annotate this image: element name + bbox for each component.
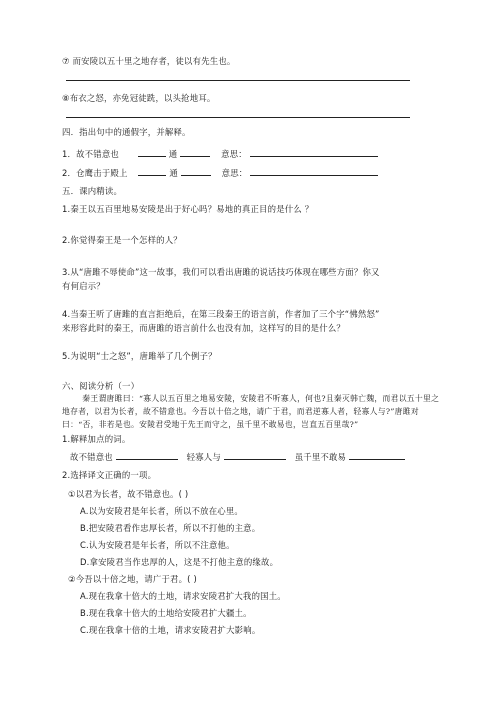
- word-3: 虽千里不敢易: [294, 452, 347, 462]
- choice-2-option-b[interactable]: B.现在我拿十倍大的土地给安陵君扩大疆土。: [80, 608, 252, 618]
- question-8-text: ⑧布衣之怒，亦免冠徒跣，以头抢地耳。: [62, 93, 216, 103]
- tongjia-item-1-sentence: 1．故不错意也: [62, 149, 119, 159]
- section-6-heading: 六、阅读分析（一）: [62, 381, 140, 391]
- tongjia-blank-2b[interactable]: [181, 166, 211, 176]
- meaning-label: 意思：: [221, 168, 248, 178]
- analysis-question-1: 1.解释加点的词。: [62, 434, 131, 444]
- choice-item-2: ②今吾以十倍之地，请广于君。( ): [68, 574, 197, 584]
- section-5-heading: 五．课内精读。: [62, 186, 123, 196]
- tongjia-item-2-sentence: 2．仓鹰击于殿上: [62, 168, 128, 178]
- reading-question-4-line-2: 来形容此时的秦王，而唐雎的语言前什么也没有加，这样写的目的是什么？: [62, 323, 345, 333]
- reading-question-2: 2.你觉得秦王是一个怎样的人？: [62, 235, 182, 245]
- analysis-question-2: 2.选择译文正确的一项。: [62, 470, 157, 480]
- choice-item-1: ①以君为长者，故不错意也。( ): [68, 489, 189, 499]
- reading-question-3-line-1: 3.从“唐雎不辱使命”这一故事，我们可以看出唐雎的说话技巧体现在哪些方面？你又: [62, 267, 380, 277]
- tongjia-item-1: [62, 147, 378, 160]
- choice-2-option-c[interactable]: C.现在我拿十倍的土地，请求安陵君扩大影响。: [80, 625, 261, 635]
- answer-line-7[interactable]: [66, 80, 410, 81]
- word-2: 轻寡人与: [186, 452, 221, 462]
- choice-1-option-c[interactable]: C.认为安陵君是年长者，所以不注意他。: [80, 540, 235, 550]
- word-3-blank[interactable]: [349, 450, 405, 460]
- tong-label: 通: [168, 149, 178, 159]
- tong-label: 通: [169, 168, 178, 178]
- choice-2-option-a[interactable]: A.现在我拿十倍大的土地，请求安陵君扩大我的国土。: [80, 591, 286, 601]
- answer-line-8[interactable]: [66, 117, 410, 118]
- reading-question-1: 1.秦王以五百里地易安陵是出于好心吗？易地的真正目的是什么 ？: [62, 204, 314, 214]
- section-4-heading: 四．指出句中的通假字，并解释。: [62, 127, 191, 137]
- reading-question-3-line-2: 有何启示？: [62, 281, 105, 291]
- tongjia-blank-2a[interactable]: [138, 166, 166, 176]
- question-7-text: ⑦ 而安陵以五十里之地存者，徒以有先生也。: [62, 56, 236, 66]
- choice-1-option-d[interactable]: D.拿安陵君当作忠厚的人，这是不打他主意的缘故。: [80, 557, 279, 567]
- tongjia-blank-1a[interactable]: [138, 147, 166, 157]
- meaning-blank-2[interactable]: [250, 166, 378, 176]
- choice-1-option-a[interactable]: A.以为安陵君是年长者，所以不放在心里。: [80, 506, 243, 516]
- reading-question-4-line-1: 4.当秦王听了唐雎的直言拒绝后，在第三段秦王的语言前，作者加了三个字“怫然怒”: [62, 309, 380, 319]
- choice-1-option-b[interactable]: B.把安陵君看作忠厚长者，所以不打他的主意。: [80, 523, 261, 533]
- tongjia-blank-1b[interactable]: [180, 147, 210, 157]
- classical-passage: 秦王谓唐雎曰：“寡人以五百里之地易安陵，安陵君不听寡人，何也?且秦灭韩亡魏，而君以五十里之地存者，以君为长者，故不错意也。今吾以十倍之地，请广于君，而君逆寡人者，轻寡人与?”唐雎对曰：“否，非若是也。安陵君受地于先王而守之，虽千里不敢易也，岂直五百里哉?”: [62, 394, 440, 429]
- word-1-blank[interactable]: [116, 450, 178, 460]
- reading-question-5: 5.为说明“士之怒”，唐雎举了几个例子？: [62, 351, 217, 361]
- word-1: 故不错意也: [70, 452, 113, 462]
- word-explain-row: [70, 450, 405, 463]
- word-2-blank[interactable]: [224, 450, 286, 460]
- tongjia-item-2: [62, 166, 378, 179]
- meaning-label: 意思：: [221, 149, 247, 159]
- meaning-blank-1[interactable]: [250, 147, 378, 157]
